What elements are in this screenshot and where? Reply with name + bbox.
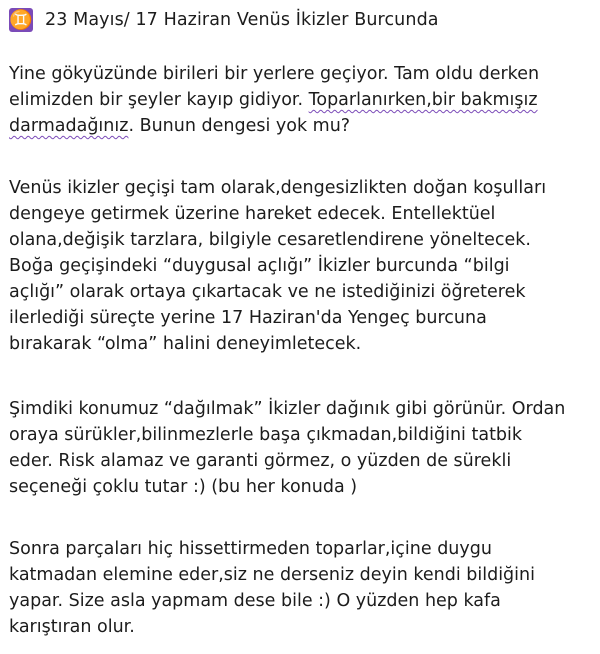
paragraph-1 [9, 61, 599, 139]
paragraph-line: katmadan elemine eder,siz ne derseniz deyin kendi bildiğini [9, 565, 535, 585]
paragraph-line: olana,değişik tarzlara, bilgiyle cesaretlendirene yöneltecek. [9, 230, 531, 250]
paragraph-line: dengeye getirmek üzerine hareket edecek. Entellektüel [9, 204, 496, 224]
paragraph-line [9, 87, 599, 113]
paragraph-line: Yine gökyüzünde birileri bir yerlere geçiyor. Tam oldu derken [9, 64, 540, 84]
paragraph-line: eder. Risk alamaz ve garanti görmez, o yüzden de sürekli [9, 451, 512, 471]
paragraph-line: Sonra parçaları hiç hissettirmeden toparlar,içine duygu [9, 539, 492, 559]
spellcheck-underlined-text[interactable]: darmadağınız [9, 116, 129, 136]
paragraph-line [9, 113, 599, 139]
paragraph-line: yapar. Size asla yapmam dese bile :) O yüzden hep kafa [9, 591, 501, 611]
gemini-zodiac-icon: ♊ [9, 9, 33, 31]
paragraph-4 [9, 536, 599, 640]
line-text: . Bunun dengesi yok mu? [128, 116, 351, 136]
paragraph-line: ilerlediği süreçte yerine 17 Haziran'da Yengeç burcuna [9, 308, 487, 328]
paragraph-line: Venüs ikizler geçişi tam olarak,dengesizlikten doğan koşulları [9, 178, 547, 198]
paragraph-line: karıştıran olur. [9, 617, 135, 637]
paragraph-line: seçeneği çoklu tutar :) (bu her konuda ) [9, 477, 358, 497]
paragraph-3 [9, 396, 599, 500]
spellcheck-underlined-text[interactable]: Toparlanırken,bir bakmışız [308, 90, 538, 110]
paragraph-line: Şimdiki konumuz “dağılmak” İkizler dağınık gibi görünür. Ordan [9, 399, 566, 419]
header [9, 7, 439, 33]
line-text: elimizden bir şeyler kayıp gidiyor. [9, 90, 309, 110]
paragraph-2 [9, 175, 599, 357]
paragraph-line: oraya sürükler,bilinmezlerle başa çıkmadan,bildiğini tatbik [9, 425, 523, 445]
paragraph-line: bırakarak “olma” halini deneyimletecek. [9, 334, 362, 354]
page-title: 23 Mayıs/ 17 Haziran Venüs İkizler Burcunda [45, 10, 439, 30]
paragraph-line: açlığı” olarak ortaya çıkartacak ve ne istediğinizi öğreterek [9, 282, 526, 302]
paragraph-line: Boğa geçişindeki “duygusal açlığı” İkizler burcunda “bilgi [9, 256, 510, 276]
